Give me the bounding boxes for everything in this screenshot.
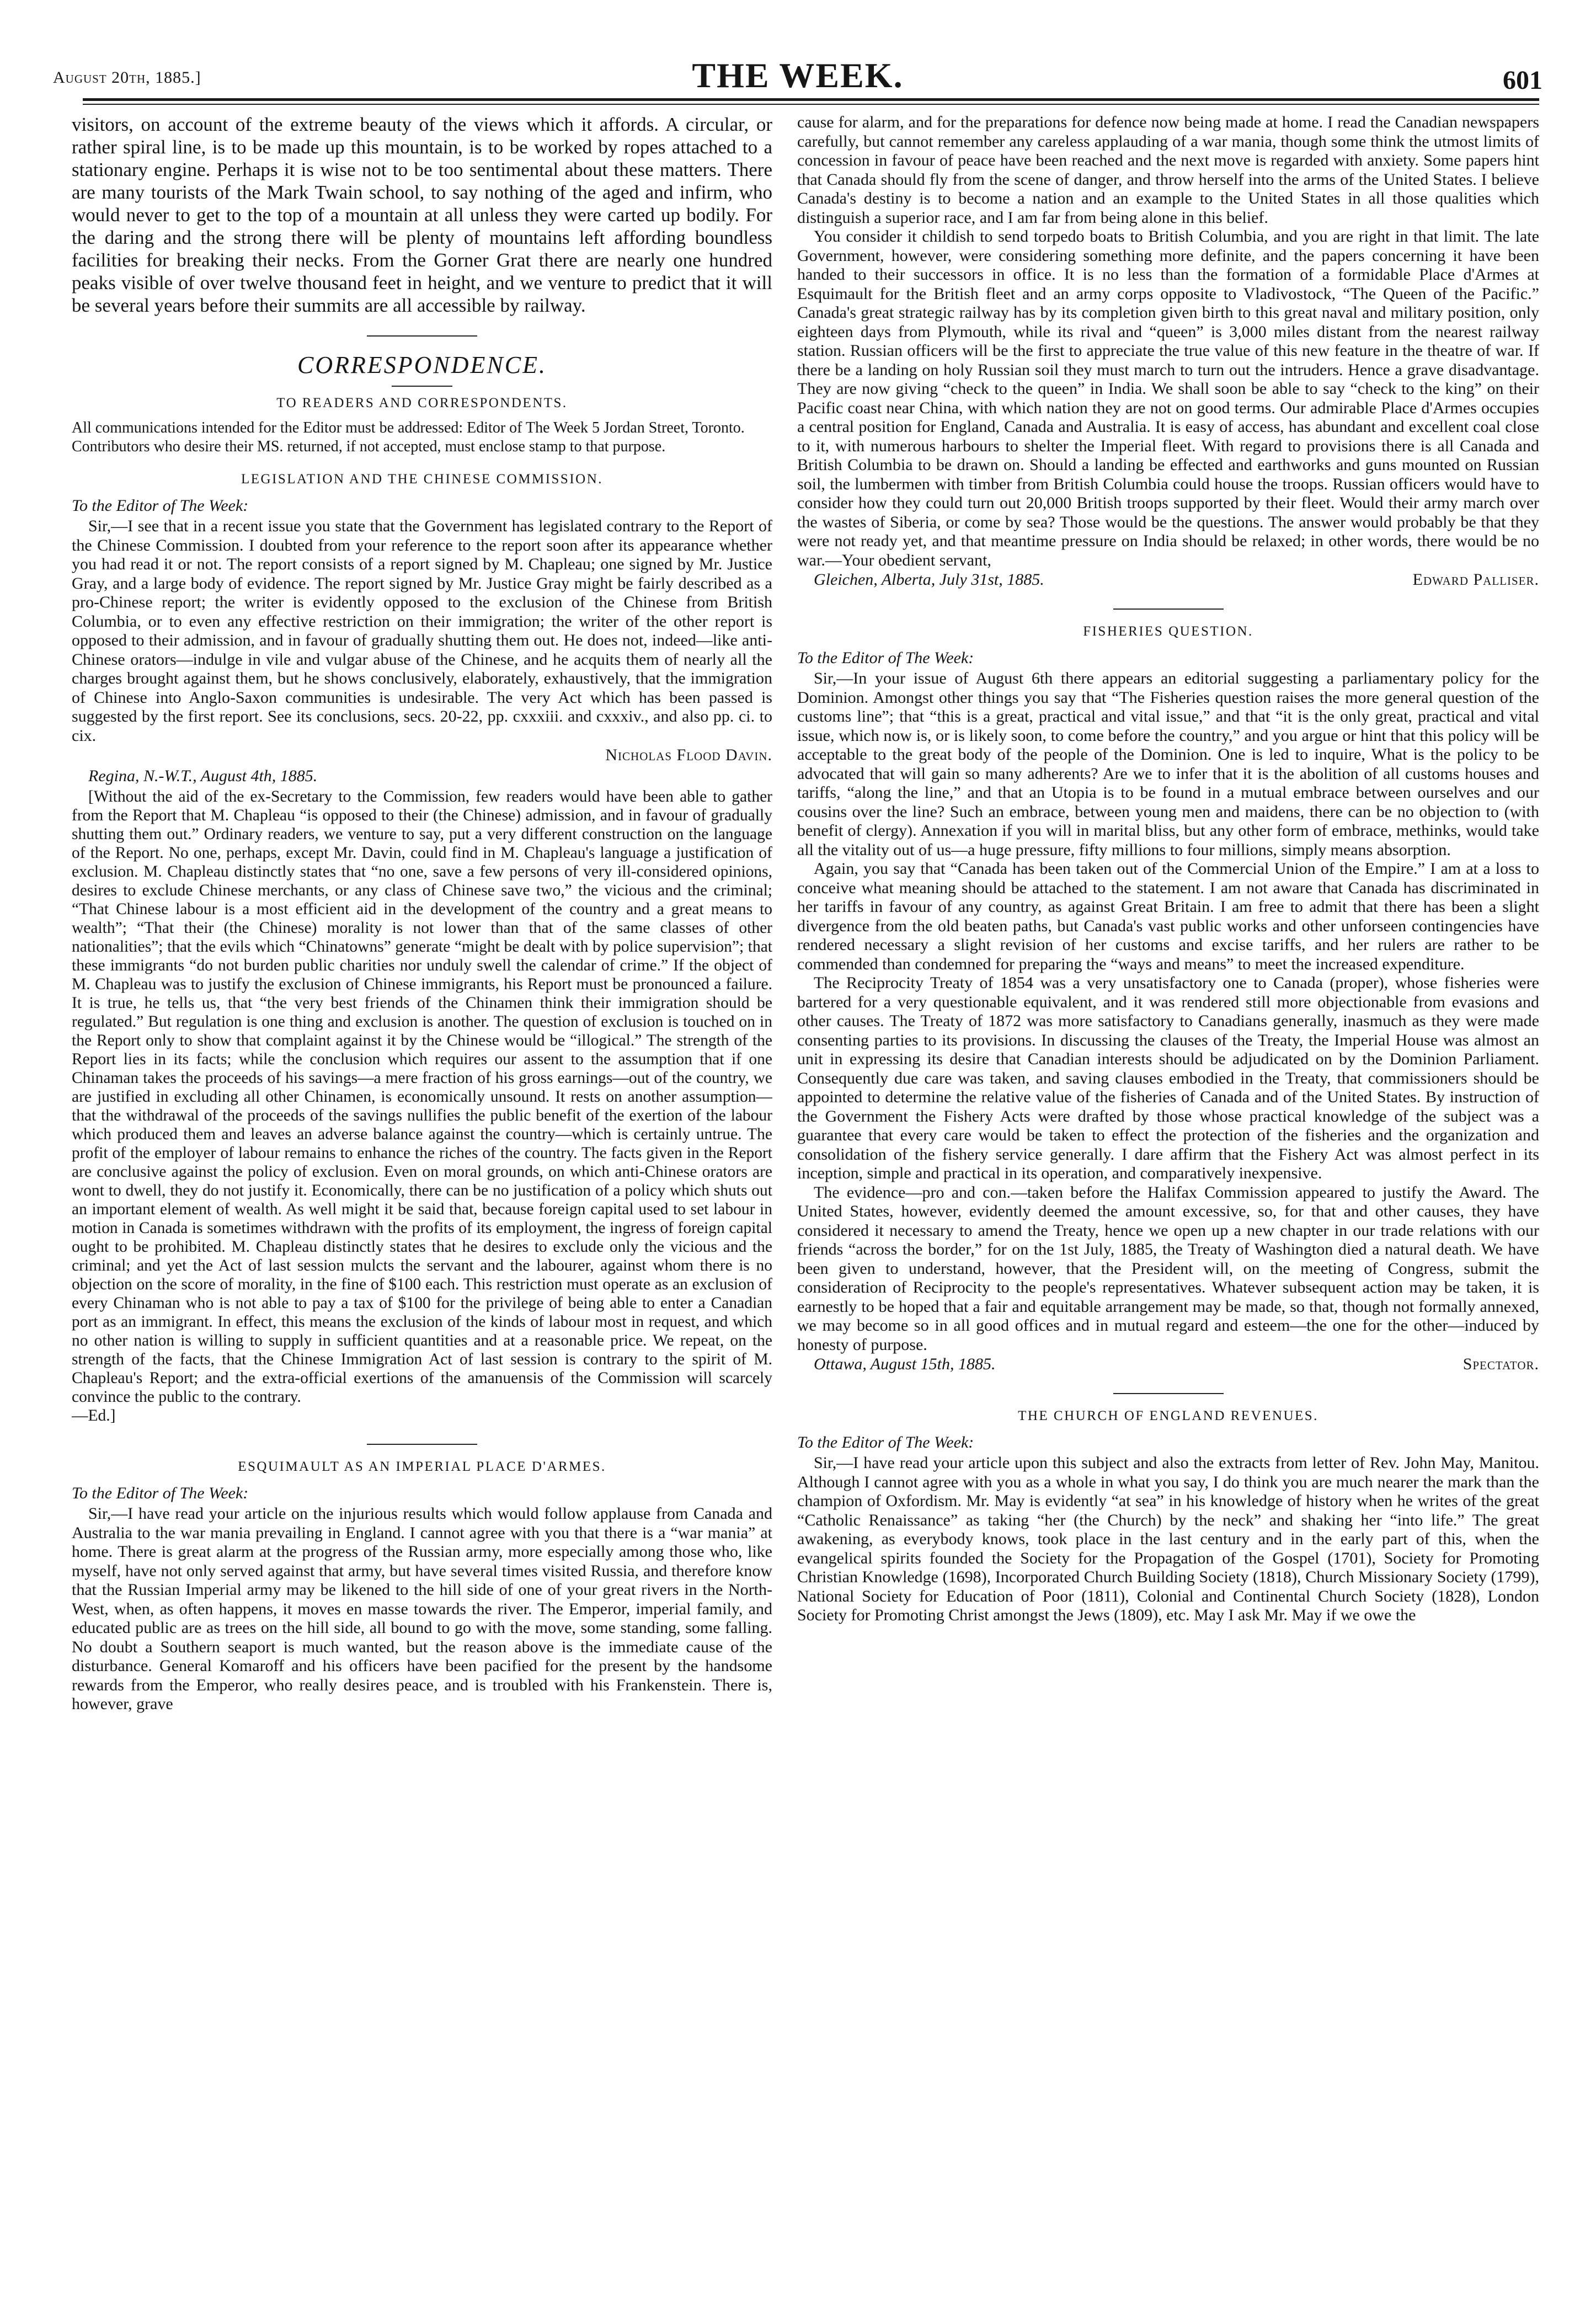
letter-place-date: Gleichen, Alberta, July 31st, 1885. [814, 570, 1044, 589]
readers-heading: TO READERS AND CORRESPONDENTS. [276, 396, 568, 410]
letter-signature-row [797, 570, 1539, 590]
section-divider [367, 335, 477, 337]
letter-signature-row [72, 745, 772, 765]
letter-signature: Edward Palliser. [1412, 570, 1539, 589]
letter-salutation: To the Editor of The Week: [797, 1433, 974, 1451]
letter-body-fisheries-para4: The evidence—pro and con.—taken before the Halifax Commission appeared to justify the Award. The United States, however, evidently deemed the amount excessive, so, for that and other causes, they have considered it necessary to amend the Treaty, hence we open up a new chapter in our trade relations with our friends “across the border,” for on the 1st July, 1885, the Treaty of Washington died a natural death. We have been given to understand, however, that the President will, on the meeting of Congress, submit the consideration of Reciprocity to the people's representatives. Whatever subsequent action may be taken, it is earnestly to be hoped that a fair and equitable arrangement may be made, so that, though not formally annexed, we may become so in all good offices and in mutual regard and esteem—the one for the other—induced by honesty of purpose. [797, 1183, 1539, 1354]
intro-paragraph: visitors, on account of the extreme beauty of the views which it affords. A circular, or rather spiral line, is to be made up this mountain, is to be worked by ropes attached to a stationary engine. Perhaps it is wise not to be too sentimental about these matters. There are many tourists of the Mark Twain school, to say nothing of the aged and infirm, who would never to get to the top of a mountain at all unless they were carted up bodily. For the daring and the strong there will be plenty of mountains left affording boundless facilities for breaking their necks. From the Gorner Grat there are nearly one hundred peaks visible of over twelve thousand feet in height, and we venture to predict that it will be several years before their summits are all accessible by railway. [72, 114, 772, 316]
letter-heading-esquimault: ESQUIMAULT AS AN IMPERIAL PLACE D'ARMES. [238, 1459, 606, 1474]
letter-heading-chinese-commission: LEGISLATION AND THE CHINESE COMMISSION. [241, 472, 604, 487]
right-column [797, 113, 1539, 2292]
publication-title: THE WEEK. [692, 56, 904, 95]
letter-body-chinese-commission: Sir,—I see that in a recent issue you state that the Government has legislated contrary to the Report of the Chinese Commission. I doubted from your reference to the report soon after its appearance whether you had read it or not. The report consists of a report signed by M. Chapleau; one signed by Mr. Justice Gray, and a large body of evidence. The report signed by Mr. Justice Gray might be fairly described as a pro-Chinese report; the writer is evidently opposed to the exclusion of the Chinese from British Columbia, or to even any effective restriction on their immigration; the writer of the other report is opposed to their admission, and in favour of gradually shutting them out. He does not, indeed—like anti-Chinese orators—indulge in vile and vulgar abuse of the Chinese, and he acquits them of nearly all the charges brought against them, but he shows conclusively, elaborately, exhaustively, that the immigration of Chinese into Anglo-Saxon communities is undesirable. The very Act which has been passed is suggested by the first report. See its conclusions, secs. 20-22, pp. cxxxiii. and cxxxiv., and also pp. ci. to cix. [72, 517, 772, 745]
notice-address: All communications intended for the Editor must be addressed: Editor of The Week 5 Jordan Street, Toronto. [72, 419, 745, 436]
letter-heading-fisheries: FISHERIES QUESTION. [1083, 624, 1253, 639]
section-title: CORRESPONDENCE. [297, 351, 547, 378]
editor-note-sign: —Ed.] [72, 1407, 116, 1424]
letter-body-fisheries-para1: Sir,—In your issue of August 6th there appears an editorial suggesting a parliamentary policy for the Dominion. Amongst other things you say that “The Fisheries question raises the more general question of the customs line”; that “this is a great, practical and vital issue,” and that “it is the only great, practical and vital issue, which now is, or is likely soon, to come before the country,” and you argue or hint that this policy will be acceptable to the great body of the people of the Dominion. One is led to inquire, What is the policy to be advocated that will gain so many adherents? Are we to infer that it is the abolition of all customs houses and tariffs, “along the line,” and that an Utopia is to be found in a mutual embrace between ourselves and our cousins over the line? Such an embrace, between young men and maidens, there can be no objection to (with benefit of clergy). Annexation if you will in marital bliss, but any other form of embrace, methinks, would take all the vitality out of us—a huge pressure, fifty millions to four millions, simply means absorption. [797, 669, 1539, 859]
letter-salutation: To the Editor of The Week: [72, 497, 249, 515]
editor-note: [Without the aid of the ex-Secretary to the Commission, few readers would have been able to gather from the Report that M. Chapleau “is opposed to their (the Chinese) admission, and in favour of gradually shutting them out.” Ordinary readers, we venture to say, put a very different construction on the language of the Report. No one, perhaps, except Mr. Davin, could find in M. Chapleau's language a justification of exclusion. M. Chapleau distinctly states that “no one, save a few persons of very ill-considered opinions, desires to exclude Chinese merchants, or any class of Chinese save two,” the vicious and the criminal; “That Chinese labour is a most efficient aid in the development of the country and a great means to wealth”; “That their (the Chinese) morality is not lower than that of the same classes of other nationalities”; that the evils which “Chinatowns” generate “might be dealt with by police supervision”; that these immigrants “do not burden public charities nor unduly swell the calendar of crime.” If the object of M. Chapleau was to justify the exclusion of Chinese immigrants, his Report must be pronounced a failure. It is true, he tells us, that “the very best friends of the Chinamen think their immigration should be regulated.” But regulation is one thing and exclusion is another. The question of exclusion is touched on in the Report only to show that complaint against it by the Chinese would be “illogical.” The strength of the Report lies in its facts; while the conclusion which requires our assent to the assumption that if one Chinaman takes the proceeds of his savings—a mere fraction of his gross earnings—out of the country, we are justified in excluding all other Chinamen, is economically unsound. It rests on another assumption—that the withdrawal of the proceeds of the savings nullifies the public benefit of the exertion of the labour which produced them and leaves an adverse balance against the country—which is certainly untrue. The profit of the employer of labour remains to enhance the riches of the country. The facts given in the Report are conclusive against the policy of exclusion. Even on moral grounds, on which anti-Chinese orators are wont to dwell, they do not justify it. Economically, there can be no justification of a policy which shuts out an important element of wealth. As well might it be said that, because foreign capital used to set labour in motion in Canada is sometimes withdrawn with the profits of its employment, the ingress of foreign capital ought to be prohibited. M. Chapleau distinctly states that he desires to exclude only the vicious and the criminal; and yet the Act of last session mulcts the servant and the labourer, against whom there is no objection on the score of morality, in the fine of $100 each. This restriction must operate as an exclusion of every Chinaman who is not able to pay a tax of $100 for the privilege of being able to enter a Canadian port as an immigrant. In effect, this means the exclusion of the kinds of labour most in request, and which no other nation is willing to supply in sufficient quantities and at a reasonable price. We repeat, on the strength of the facts, that the Chinese Immigration Act of last session is contrary to the spirit of M. Chapleau's Report; and the extra-official exertions of the amanuensis of the Commission will scarcely convince the public to the contrary. [72, 788, 772, 1406]
header-rule [83, 98, 1539, 101]
letter-divider [1113, 1393, 1224, 1394]
letter-body-esquimault-para2: You consider it childish to send torpedo boats to British Columbia, and you are right in that limit. The late Government, however, were considering something more definite, and the papers concerning it have been handed to their successors in office. It is no less than the formation of a formidable Place d'Armes at Esquimault for the British fleet and an army corps opposite to Vladivostock, “The Queen of the Pacific.” Canada's great strategic railway has by its completion given birth to this great naval and military position, only eighteen days from Plymouth, while its rival and “queen” is 3,000 miles distant from the nearest railway station. Russian officers will be the first to appreciate the true value of this new feature in the theatre of war. If there be a landing on holy Russian soil they must march to turn out the intruders. Hence a grave disadvantage. They are now giving “check to the queen” in India. We shall soon be able to say “check to the king” on their Pacific coast near China, with which nation they are not on good terms. Our admirable Place d'Armes occupies a central position for England, Canada and Australia. It is easy of access, has abundant and excellent coal close to it, with numerous harbours to shelter the Imperial fleet. With regard to provisions there is all Canada and British Columbia to be drawn on. Should a landing be effected and earthworks and guns mounted on Russian soil, the lumbermen with timber from British Columbia could house the troops. Russian officers would have to consider how they could turn out 20,000 British troops supported by their fleet. Would their army march over the wastes of Siberia, or come by sea? Those would be the questions. The answer would probably be that they were not ready yet, and that meantime pressure on India should be relaxed; in other words, there would be no war.—Your obedient servant, [797, 227, 1539, 569]
letter-place-date: Regina, N.-W.T., August 4th, 1885. [88, 767, 318, 785]
notice-contributors: Contributors who desire their MS. returned, if not accepted, must enclose stamp to that purpose. [72, 438, 666, 455]
section-divider-small [392, 386, 452, 387]
letter-body-fisheries-para3: The Reciprocity Treaty of 1854 was a very unsatisfactory one to Canada (proper), whose fisheries were bartered for a very questionable equivalent, and it was rendered still more objectionable from evasions and other causes. The Treaty of 1872 was more satisfactory to Canadians generally, inasmuch as they were made consenting parties to its provisions. In discussing the clauses of the Treaty, the Imperial House was almost an unit in expressing its desire that Canadian interests should be adjudicated on by the Dominion Parliament. Consequently due care was taken, and saving clauses embodied in the Treaty, that commissioners should be appointed to determine the relative value of the fisheries of Canada and of the United States. By instruction of the Government the Fishery Acts were drafted by those whose practical knowledge of the subject was a guarantee that every care would be taken to effect the protection of the fisheries and the organization and consolidation of the fishery service generally. I dare affirm that the Fishery Act was almost perfect in its inception, simple and practical in its operation, and comparatively inexpensive. [797, 974, 1539, 1182]
masthead [53, 55, 1542, 99]
letter-salutation: To the Editor of The Week: [72, 1484, 249, 1502]
letter-divider [1113, 609, 1224, 610]
letter-signature: Nicholas Flood Davin. [605, 746, 772, 764]
letter-place-date: Ottawa, August 15th, 1885. [814, 1355, 996, 1373]
issue-date: August 20th, 1885.] [53, 68, 201, 87]
header-rule-thin [83, 104, 1539, 105]
left-column [72, 113, 772, 2292]
letter-salutation: To the Editor of The Week: [797, 649, 974, 667]
letter-body-esquimault-continued: cause for alarm, and for the preparations for defence now being made at home. I read the Canadian newspapers carefully, but cannot remember any careless applauding of a war mania, though some think the utmost limits of concession in favour of peace have been reached and the next move is regarded with anxiety. Some papers hint that Canada should fly from the scene of danger, and throw herself into the arms of the United States. I believe Canada's destiny is to become a nation and an example to the United States in all those qualities which distinguish a superior race, and I am far from being alone in this belief. [797, 113, 1539, 227]
page-number: 601 [1503, 66, 1542, 95]
letter-heading-church-revenues: THE CHURCH OF ENGLAND REVENUES. [1018, 1408, 1319, 1423]
letter-body-fisheries-para2: Again, you say that “Canada has been taken out of the Commercial Union of the Empire.” I am at a loss to conceive what meaning should be attached to the statement. I am not aware that Canada has discriminated in her tariffs in favour of any country, as against Great Britain. I am free to admit that there has been a slight divergence from the old beaten paths, but Canada's vast public works and other unforseen contingencies have rendered necessary a slight revision of her customs and excise tariffs, and her rulers are rather to be commended than condemned for preparing the “ways and means” to meet the increased expenditure. [797, 860, 1539, 973]
letter-signature-row [797, 1354, 1539, 1374]
letter-body-esquimault: Sir,—I have read your article on the injurious results which would follow applause from Canada and Australia to the war mania prevailing in England. I cannot agree with you that there is a “war mania” at home. There is great alarm at the progress of the Russian army, more especially among those who, like myself, have not only served against that army, but have several times visited Russia, and therefore know that the Russian Imperial army may be likened to the hill side of one of your great rivers in the North-West, when, as often happens, it moves en masse towards the river. The Emperor, imperial family, and educated public are as trees on the hill side, all bound to go with the move, some standing, some falling. No doubt a Southern seaport is much wanted, but the reason above is the immediate cause of the disturbance. General Komaroff and his officers have been pacified for the present by the handsome rewards from the Emperor, who really desires peace, and is troubled with his Frankenstein. There is, however, grave [72, 1504, 772, 1713]
letter-body-church-revenues: Sir,—I have read your article upon this subject and also the extracts from letter of Rev. John May, Manitou. Although I cannot agree with you as a whole in what you say, I do think you are much nearer the mark than the champion of Oxfordism. Mr. May is evidently “at sea” in his knowledge of history when he writes of the great “Catholic Renaissance” as taking “her (the Church) by the neck” and shaking her “into life.” The great awakening, as everybody knows, took place in the last century and in the early part of this, when the evangelical spirits founded the Society for the Propagation of the Gospel (1701), Society for Promoting Christian Knowledge (1698), Incorporated Church Building Society (1818), Church Missionary Society (1799), National Society for Education of Poor (1811), Colonial and Continental Church Society (1828), London Society for Promoting Christ amongst the Jews (1809), etc. May I ask Mr. May if we owe the [797, 1454, 1539, 1624]
letter-signature: Spectator. [1462, 1355, 1539, 1373]
letter-divider [367, 1444, 477, 1445]
